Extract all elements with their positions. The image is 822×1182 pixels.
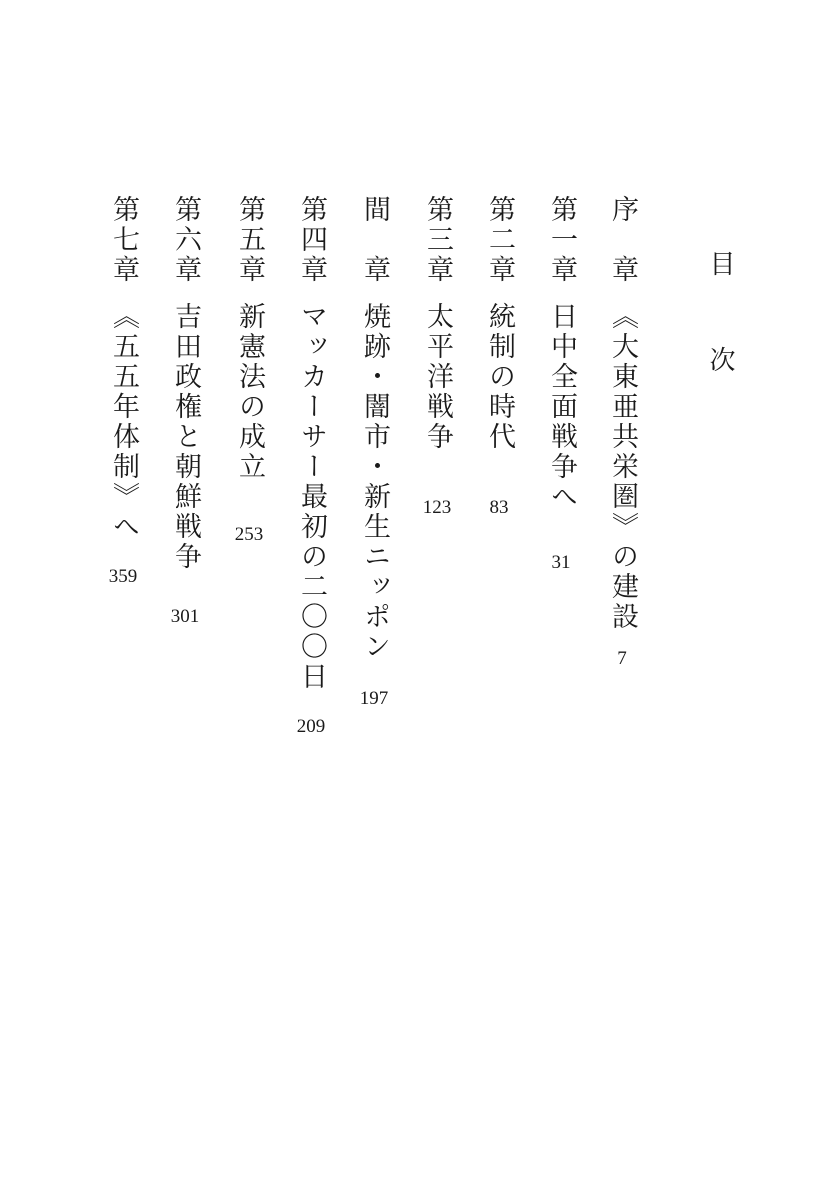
chapter-title: 《大東亜共栄圏》の建設: [607, 302, 638, 632]
chapter-title: 統制の時代: [484, 302, 515, 452]
chapter-title: 新憲法の成立: [234, 302, 265, 482]
page-number: 359: [108, 566, 138, 587]
chapter-title: 吉田政権と朝鮮戦争: [170, 302, 201, 572]
toc-heading: 目 次: [705, 250, 735, 392]
toc-entry-chapter-2[interactable]: [477, 195, 521, 755]
chapter-label: 第五章: [234, 195, 265, 285]
chapter-title: 《五五年体制》へ: [108, 302, 139, 542]
page-number: 31: [551, 552, 571, 573]
page-number: 7: [617, 648, 627, 669]
chapter-label: 第六章: [170, 195, 201, 285]
toc-entry-prologue[interactable]: [600, 195, 644, 755]
chapter-label: 第七章: [108, 195, 139, 285]
toc-entry-chapter-1[interactable]: [539, 195, 583, 755]
toc-entry-chapter-7[interactable]: [101, 195, 145, 755]
toc-entry-chapter-4[interactable]: [289, 195, 333, 755]
page-number: 301: [170, 606, 200, 627]
toc-entry-chapter-6[interactable]: [163, 195, 207, 755]
toc-entry-chapter-5[interactable]: [227, 195, 271, 755]
chapter-title: 焼跡・闇市・新生ニッポン: [359, 302, 390, 662]
toc-entry-chapter-3[interactable]: [415, 195, 459, 755]
chapter-label: 序 章: [607, 195, 638, 285]
page-number: 123: [422, 497, 452, 518]
chapter-title: 日中全面戦争へ: [546, 302, 577, 512]
page-number: 83: [489, 497, 509, 518]
chapter-label: 第三章: [422, 195, 453, 285]
chapter-title: マッカーサー最初の二〇〇日: [296, 302, 327, 692]
chapter-label: 第一章: [546, 195, 577, 285]
chapter-label: 間 章: [359, 195, 390, 285]
page-number: 253: [234, 524, 264, 545]
chapter-label: 第四章: [296, 195, 327, 285]
page-number: 197: [359, 688, 389, 709]
chapter-label: 第二章: [484, 195, 515, 285]
chapter-title: 太平洋戦争: [422, 302, 453, 452]
toc-entry-interlude[interactable]: [352, 195, 396, 755]
page-number: 209: [296, 716, 326, 737]
